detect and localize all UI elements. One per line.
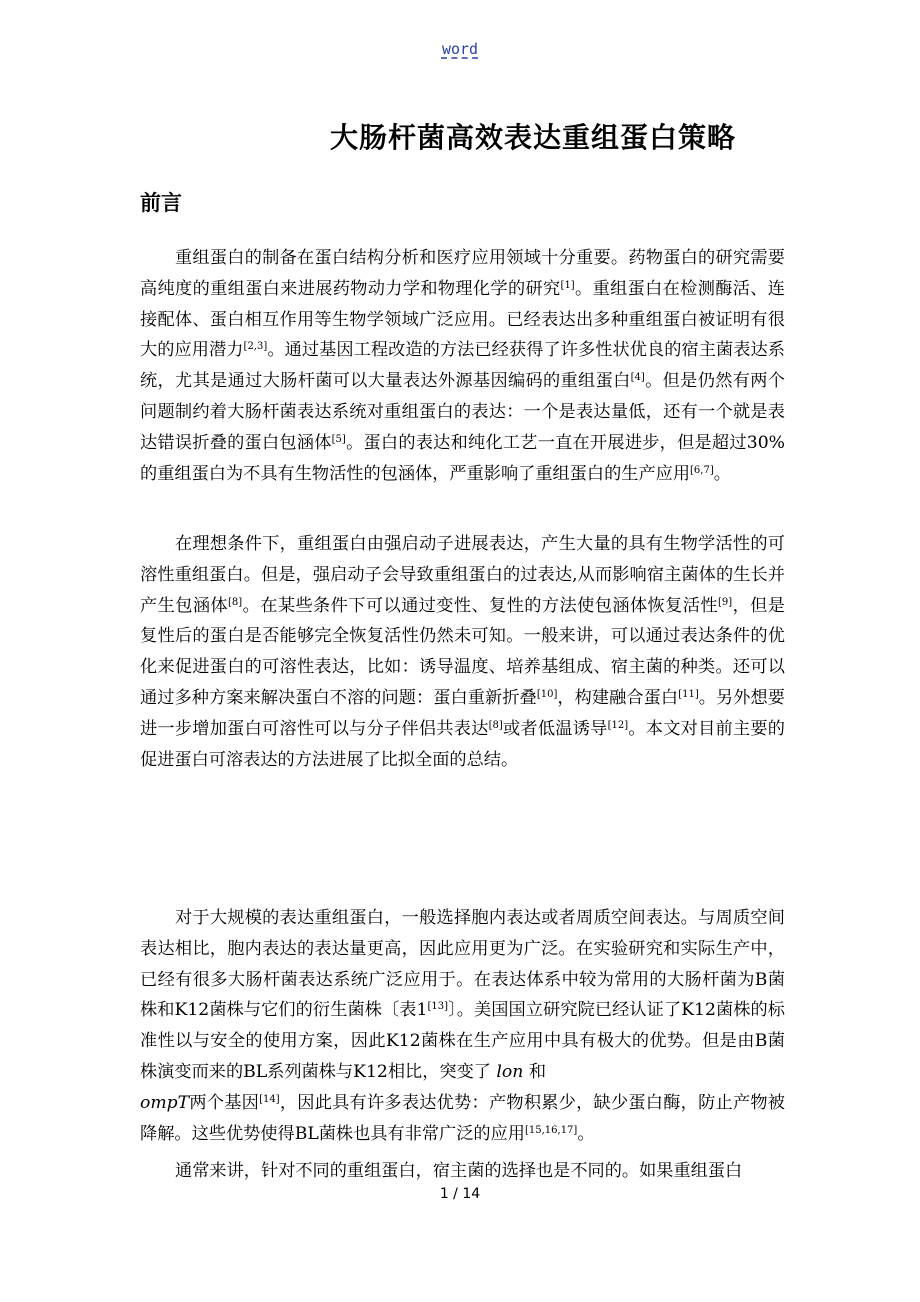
paragraph-3: 对于大规模的表达重组蛋白，一般选择胞内表达或者周质空间表达。与周质空间表达相比，胞内表达的表达量更高，因此应用更为广泛。在实验研究和实际生产中，已经有很多大肠杆菌表达系统广泛应用于。在表达体系中较为常用的大肠杆菌为B菌株和K12菌株与它们的衍生菌株〔表1[13]〕。美国国立研究院已经认证了K12菌株的标准性以与安全的使用方案，因此K12菌株在生产应用中具有极大的优势。但是由B菌株演变而来的BL系列菌株与K12相比，突变了 lon 和 ompT两个基因[14]，因此具有许多表达优势：产物积累少，缺少蛋白酶，防止产物被降解。这些优势使得BL菌株也具有非常广泛的应用[15,16,17]。 xyxy=(140,908,785,1144)
citation: [14] xyxy=(259,1093,280,1105)
citation: [5] xyxy=(331,433,346,445)
section-heading: 前言 xyxy=(140,191,182,215)
citation: [2,3] xyxy=(243,341,268,353)
citation: [6,7] xyxy=(690,464,714,476)
citation: [8] xyxy=(488,719,503,731)
gene-name: ompT xyxy=(140,1092,190,1113)
document-title: 大肠杆菌高效表达重组蛋白策略 xyxy=(330,121,737,154)
citation: [10] xyxy=(536,688,558,700)
citation: [8] xyxy=(228,596,243,608)
citation: [11] xyxy=(678,688,699,700)
citation: [4] xyxy=(630,372,645,384)
page-indicator: 1 / 14 xyxy=(439,1186,481,1202)
citation: [13] xyxy=(427,1001,448,1013)
gene-name: lon xyxy=(496,1061,524,1082)
header-link[interactable]: word xyxy=(441,40,479,58)
paragraph-2: 在理想条件下，重组蛋白由强启动子进展表达，产生大量的具有生物学活性的可溶性重组蛋白。但是，强启动子会导致重组蛋白的过表达,从而影响宿主菌体的生长并产生包涵体[8]。在某些条件下可以通过变性、复性的方法使包涵体恢复活性[9]，但是复性后的蛋白是否能够完全恢复活性仍然未可知。一般来讲，可以通过表达条件的优化来促进蛋白的可溶性表达，比如：诱导温度、培养基组成、宿主菌的种类。还可以通过多种方案来解决蛋白不溶的问题：蛋白重新折叠[10]，构建融合蛋白[11]。另外想要进一步增加蛋白可溶性可以与分子伴侣共表达[8]或者低温诱导[12]。本文对目前主要的促进蛋白可溶表达的方法进展了比拟全面的总结。 xyxy=(140,534,785,770)
paragraph-1: 重组蛋白的制备在蛋白结构分析和医疗应用领域十分重要。药物蛋白的研究需要高纯度的重组蛋白来进展药物动力学和物理化学的研究[1]。重组蛋白在检测酶活、连接配体、蛋白相互作用等生物学领域广泛应用。已经表达出多种重组蛋白被证明有很大的应用潜力[2,3]。通过基因工程改造的方法已经获得了许多性状优良的宿主菌表达系统，尤其是通过大肠杆菌可以大量表达外源基因编码的重组蛋白[4]。但是仍然有两个问题制约着大肠杆菌表达系统对重组蛋白的表达：一个是表达量低，还有一个就是表达错误折叠的蛋白包涵体[5]。蛋白的表达和纯化工艺一直在开展进步，但是超过30%的重组蛋白为不具有生物活性的包涵体，严重影响了重组蛋白的生产应用[6,7]。 xyxy=(140,248,785,484)
citation: [12] xyxy=(607,719,629,731)
citation: [15,16,17] xyxy=(524,1124,578,1136)
paragraph-4: 通常来讲，针对不同的重组蛋白，宿主菌的选择也是不同的。如果重组蛋白 xyxy=(175,1161,743,1181)
citation: [1] xyxy=(560,279,575,291)
citation: [9] xyxy=(717,596,733,608)
